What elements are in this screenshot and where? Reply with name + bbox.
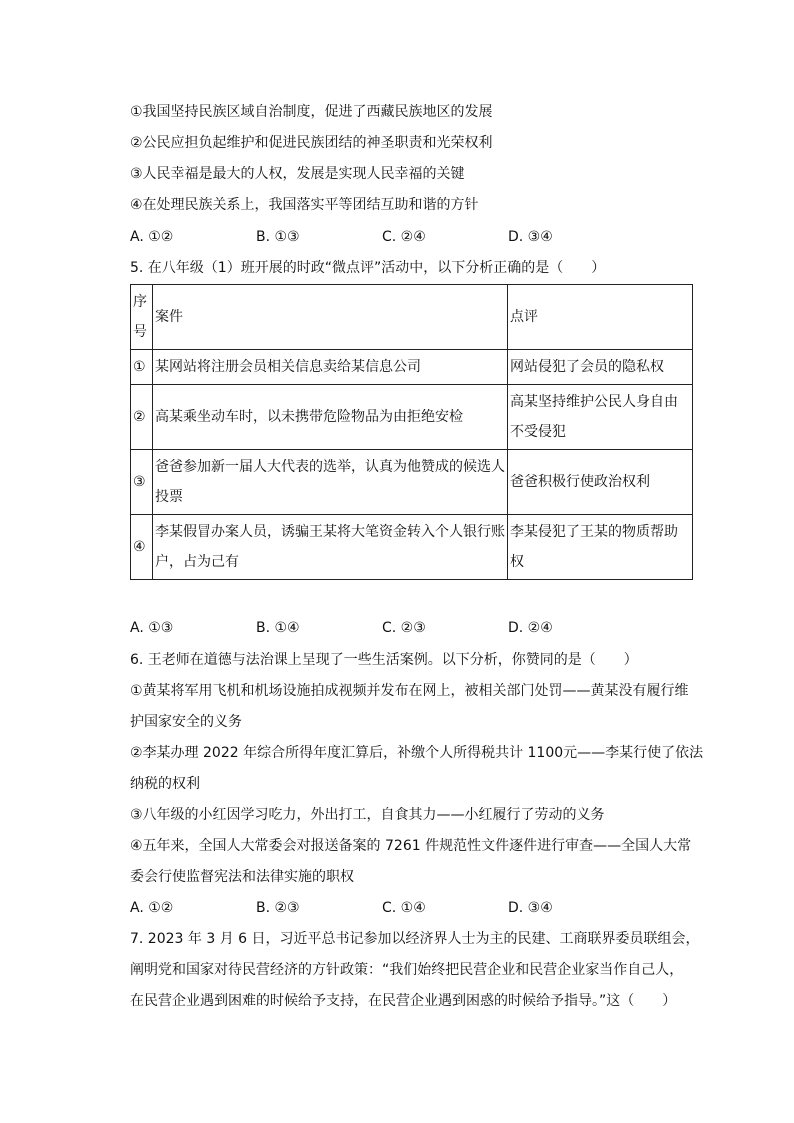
q4-statement-2: ②公民应担负起维护和促进民族团结的神圣职责和光荣权利 (130, 135, 493, 151)
table-row (131, 450, 693, 515)
row-comment: 李某侵犯了王某的物质帮助权 (508, 515, 693, 580)
q6-line: 纳税的权利 (130, 776, 200, 792)
q7-line: 7. 2023 年 3 月 6 日，习近平总书记参加以经济界人士为主的民建、工商联界委员联组会， (130, 931, 700, 947)
q5-table (130, 284, 693, 580)
q4-option-d[interactable]: D. ③④ (508, 229, 553, 245)
q4-statement-3: ③人民幸福是最大的人权，发展是实现人民幸福的关键 (130, 166, 465, 182)
q7-line: 在民营企业遇到困难的时候给予支持，在民营企业遇到困惑的时候给予指导。”这（ ） (130, 993, 677, 1009)
table-row (131, 515, 693, 580)
row-case: 李某假冒办案人员，诱骗王某将大笔资金转入个人银行账户，占为己有 (153, 515, 508, 580)
q6-option-d[interactable]: D. ③④ (508, 900, 553, 916)
header-no: 序号 (131, 285, 153, 350)
q4-statement-4: ④在处理民族关系上，我国落实平等团结互助和谐的方针 (130, 197, 479, 213)
row-no: ③ (131, 450, 153, 515)
row-case: 某网站将注册会员相关信息卖给某信息公司 (153, 350, 508, 385)
q6-line: ③八年级的小红因学习吃力，外出打工，自食其力——小红履行了劳动的义务 (130, 807, 605, 823)
q4-statement-1: ①我国坚持民族区域自治制度，促进了西藏民族地区的发展 (130, 104, 493, 120)
q6-line: ④五年来，全国人大常委会对报送备案的 7261 件规范性文件逐件进行审查——全国人大常 (130, 838, 692, 854)
table-header-row (131, 285, 693, 350)
q4-option-c[interactable]: C. ②④ (382, 229, 426, 245)
row-no: ② (131, 385, 153, 450)
row-case: 爸爸参加新一届人大代表的选举，认真为他赞成的候选人投票 (153, 450, 508, 515)
q6-line: 委会行使监督宪法和法律实施的职权 (130, 869, 354, 885)
q6-option-c[interactable]: C. ①④ (382, 900, 426, 916)
q4-option-b[interactable]: B. ①③ (256, 229, 300, 245)
row-no: ④ (131, 515, 153, 580)
q7-line: 阐明党和国家对待民营经济的方针政策：“我们始终把民营企业和民营企业家当作自己人， (130, 962, 684, 978)
row-comment: 爸爸积极行使政治权利 (508, 450, 693, 515)
q5-options (130, 618, 690, 638)
q5-option-c[interactable]: C. ②③ (382, 620, 426, 636)
q6-option-a[interactable]: A. ①② (130, 900, 174, 916)
row-no: ① (131, 350, 153, 385)
q6-line: ①黄某将军用飞机和机场设施拍成视频并发布在网上，被相关部门处罚——黄某没有履行维 (130, 683, 689, 699)
q6-option-b[interactable]: B. ②③ (256, 900, 300, 916)
q6-line: 护国家安全的义务 (130, 714, 242, 730)
table-row (131, 350, 693, 385)
header-case: 案件 (153, 285, 508, 350)
q6-stem: 6. 王老师在道德与法治课上呈现了一些生活案例。以下分析，你赞同的是（ ） (130, 652, 638, 668)
q4-options (130, 227, 690, 247)
row-comment: 高某坚持维护公民人身自由不受侵犯 (508, 385, 693, 450)
q5-option-b[interactable]: B. ①④ (256, 620, 300, 636)
q6-options (130, 898, 690, 918)
header-comment: 点评 (508, 285, 693, 350)
q5-option-d[interactable]: D. ②④ (508, 620, 553, 636)
row-comment: 网站侵犯了会员的隐私权 (508, 350, 693, 385)
q5-stem: 5. 在八年级（1）班开展的时政“微点评”活动中，以下分析正确的是（ ） (130, 260, 606, 276)
table-row (131, 385, 693, 450)
q4-option-a[interactable]: A. ①② (130, 229, 174, 245)
q5-option-a[interactable]: A. ①③ (130, 620, 174, 636)
row-case: 高某乘坐动车时，以未携带危险物品为由拒绝安检 (153, 385, 508, 450)
q6-line: ②李某办理 2022 年综合所得年度汇算后，补缴个人所得税共计 1100元——李某行使了依法 (130, 745, 704, 761)
